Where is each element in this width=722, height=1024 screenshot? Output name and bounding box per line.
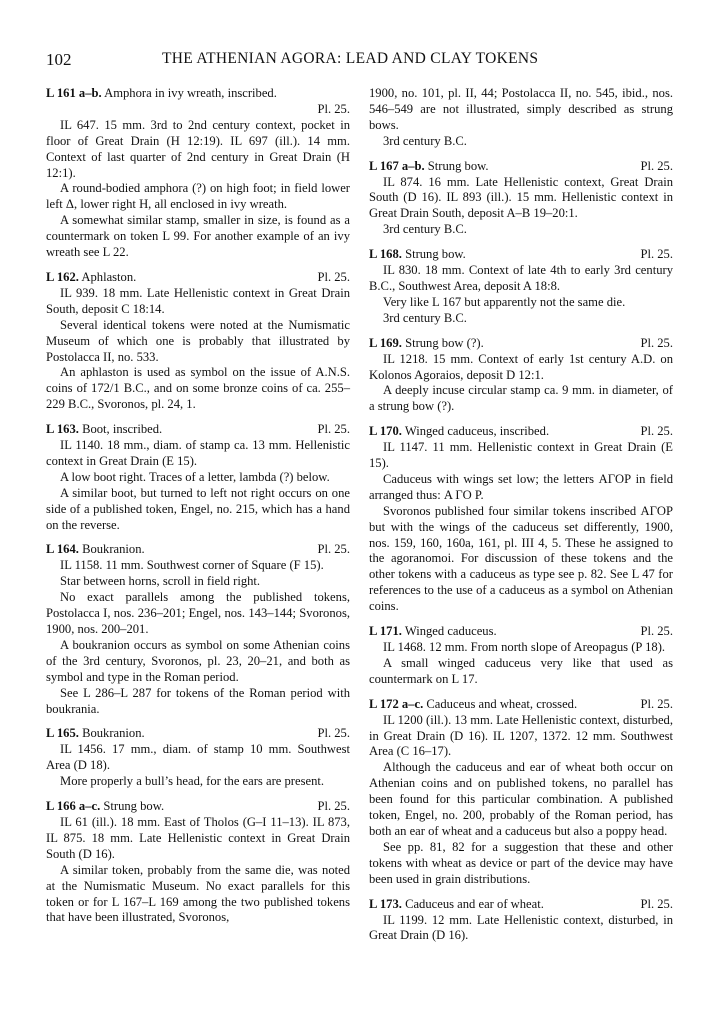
entry-heading (46, 86, 350, 102)
continued-entry (369, 86, 673, 150)
entry-paragraph: No exact parallels among the published tokens, Postolacca I, nos. 236–201; Engel, nos. 143–144; Svoronos, 1900, nos. 200–201. (46, 590, 350, 636)
right-column (369, 86, 673, 953)
entry-paragraph: A similar boot, but turned to left not right occurs on one side of a published token, Engel, no. 215, which has a hand on the reverse. (46, 485, 350, 532)
entry-paragraph: An aphlaston is used as symbol on the issue of A.N.S. coins of 172/1 B.C., and on some bronze coins of ca. 255–229 B.C., Svoronos, pl. 24, 1. (46, 365, 350, 412)
entry-title: Winged caduceus, inscribed. (404, 424, 550, 439)
entry-paragraph: Very like L 167 but apparently not the same die. (383, 294, 626, 309)
catalog-entry (46, 726, 350, 790)
entry-paragraph: A deeply incuse circular stamp ca. 9 mm. in diameter, of a strung bow (?). (369, 383, 673, 414)
catalog-entry (46, 86, 350, 261)
entry-heading (46, 542, 350, 558)
plate-reference: Pl. 25. (640, 247, 673, 262)
entry-label: L 163. (46, 422, 79, 437)
plate-reference: Pl. 25. (640, 896, 673, 911)
entry-paragraph: A small winged caduceus very like that used as countermark on L 17. (369, 655, 673, 686)
entry-title: Amphora in ivy wreath, inscribed. (104, 86, 277, 100)
entry-title: Boukranion. (82, 542, 145, 557)
entry-paragraph: IL 830. 18 mm. Context of late 4th to early 3rd century B.C., Southwest Area, deposit A 18:8. (369, 263, 673, 293)
plate-reference: Pl. 25. (640, 424, 673, 439)
plate-reference: Pl. 25. (317, 799, 350, 814)
entry-title: Caduceus and wheat, crossed. (426, 696, 578, 711)
catalog-entry (369, 336, 673, 416)
entry-label: L 172 a–c. (369, 696, 424, 711)
entry-heading (369, 624, 673, 640)
catalog-entry (369, 897, 673, 945)
entry-paragraph: See pp. 81, 82 for a suggestion that these and other tokens with wheat as device or part of the device may have been used in grain distributions. (369, 839, 673, 886)
entry-paragraph: IL 874. 16 mm. Late Hellenistic context, Great Drain South (D 16). IL 893 (ill.). 15 mm. Hellenistic context in Great Drain South, deposit A–B 19–20:1. (369, 174, 673, 221)
catalog-entry (369, 247, 673, 327)
entry-label: L 169. (369, 335, 402, 350)
entry-paragraph: See L 286–L 287 for tokens of the Roman period with boukrania. (46, 685, 350, 716)
entry-heading (46, 270, 350, 286)
entry-heading (46, 799, 350, 815)
entry-heading (369, 159, 673, 175)
catalog-entry (46, 542, 350, 717)
entry-title: Winged caduceus. (404, 624, 497, 639)
entry-label: L 168. (369, 247, 402, 262)
entry-paragraph: IL 647. 15 mm. 3rd to 2nd century context, pocket in floor of Great Drain (H 12:19). IL 697 (ill.). 14 mm. Context of last quarter of 2nd century in Great Drain (H 12:1). (46, 117, 350, 180)
entry-paragraph: A round-bodied amphora (?) on high foot; in field lower left Δ, lower right H, all enclosed in ivy wreath. (46, 181, 350, 212)
entry-paragraph: 1900, no. 101, pl. II, 44; Postolacca II, no. 545, ibid., nos. 546–549 are not illustrated, simply described as strung bows. (369, 86, 673, 132)
entry-paragraph: IL 1147. 11 mm. Hellenistic context in Great Drain (E 15). (369, 440, 673, 471)
entry-paragraph: Svoronos published four similar tokens inscribed ΑΓΟΡ but with the wings of the caduceus set differently, 1900, nos. 159, 160, 160a, 161, pl. III 4, 5. These he assigned to the agoranomoi. For discussion of these tokens and the other tokens with a caduceus as type see p. 82. See L 47 for references to the use of a caduceus as a symbol on Athenian coins. (369, 503, 673, 614)
entry-label: L 173. (369, 896, 402, 911)
plate-reference: Pl. 25. (317, 422, 350, 437)
entry-label: L 164. (46, 542, 79, 557)
page-number: 102 (46, 50, 72, 69)
catalog-entry (369, 159, 673, 239)
entry-paragraph: IL 1199. 12 mm. Late Hellenistic context, disturbed, in Great Drain (D 16). (369, 912, 673, 943)
plate-reference: Pl. 25. (640, 624, 673, 639)
catalog-entry (46, 799, 350, 926)
plate-reference: Pl. 25. (640, 696, 673, 711)
running-header (46, 50, 672, 70)
catalog-entry (369, 697, 673, 888)
entry-heading (369, 336, 673, 352)
entry-label: L 161 a–b. (46, 86, 102, 100)
entry-paragraph: 3rd century B.C. (383, 310, 467, 325)
entry-heading (46, 726, 350, 742)
entry-paragraph: A low boot right. Traces of a letter, lambda (?) below. (60, 469, 330, 484)
entry-paragraph: IL 1140. 18 mm., diam. of stamp ca. 13 mm. Hellenistic context in Great Drain (E 15). (46, 438, 350, 468)
entry-paragraph: IL 1456. 17 mm., diam. of stamp 10 mm. Southwest Area (D 18). (46, 742, 350, 773)
entry-title: Aphlaston. (81, 269, 137, 284)
entry-paragraph: 3rd century B.C. (383, 222, 467, 237)
entry-heading (46, 422, 350, 438)
plate-reference: Pl. 25. (640, 158, 673, 173)
entry-paragraph: IL 61 (ill.). 18 mm. East of Tholos (G–I 11–13). IL 873, IL 875. 18 mm. Late Hellenistic context in Great Drain South (D 16). (46, 814, 350, 861)
entry-paragraph: Several identical tokens were noted at the Numismatic Museum of which one is probably that illustrated by Postolacca II, no. 533. (46, 317, 350, 364)
entry-paragraph: IL 1158. 11 mm. Southwest corner of Square (F 15). (60, 558, 324, 573)
entry-heading (369, 247, 673, 263)
plate-reference: Pl. 25. (317, 542, 350, 557)
running-title: THE ATHENIAN AGORA: LEAD AND CLAY TOKENS (162, 50, 539, 67)
entry-paragraph: More properly a bull’s head, for the ears are present. (60, 774, 325, 789)
entry-title: Boukranion. (82, 726, 145, 741)
entry-paragraph: Although the caduceus and ear of wheat both occur on Athenian coins and on published tokens, no parallel has been found for this particular combination. A published token, Engel, no. 200, probably of the Roman period, has both an ear of wheat and a caduceus but also a poppy head. (369, 760, 673, 838)
entry-paragraph: IL 1200 (ill.). 13 mm. Late Hellenistic context, disturbed, in Great Drain (D 16). IL 1207, 1372. 12 mm. Southwest Area (C 16–17). (369, 712, 673, 759)
entry-paragraph: IL 1218. 15 mm. Context of early 1st century A.D. on Kolonos Agoraios, deposit D 12:1. (369, 351, 673, 382)
entry-paragraph: Star between horns, scroll in field right. (60, 574, 261, 589)
entry-paragraph: 3rd century B.C. (383, 133, 467, 148)
entry-title: Boot, inscribed. (82, 422, 163, 437)
entry-title: Caduceus and ear of wheat. (405, 896, 544, 911)
entry-label: L 170. (369, 424, 402, 439)
entry-heading (369, 424, 673, 440)
entry-label: L 171. (369, 624, 402, 639)
plate-reference: Pl. 25. (317, 101, 350, 116)
catalog-entry (369, 624, 673, 688)
entry-paragraph: A boukranion occurs as symbol on some Athenian coins of the 3rd century, Svoronos, pl. 23, 20–21, and both as symbol and type in the Roman period. (46, 637, 350, 684)
entry-paragraph: IL 939. 18 mm. Late Hellenistic context in Great Drain South, deposit C 18:14. (46, 285, 350, 316)
plate-reference: Pl. 25. (640, 335, 673, 350)
entry-label: L 167 a–b. (369, 158, 425, 173)
entry-heading (369, 897, 673, 913)
entry-label: L 162. (46, 269, 79, 284)
plate-reference: Pl. 25. (317, 269, 350, 284)
catalog-entry (46, 270, 350, 413)
entry-title: Strung bow. (103, 799, 165, 814)
entry-paragraph: IL 1468. 12 mm. From north slope of Areopagus (P 18). (383, 640, 666, 654)
plate-reference: Pl. 25. (317, 726, 350, 741)
entry-label: L 166 a–c. (46, 799, 101, 814)
entry-paragraph: A somewhat similar stamp, smaller in size, is found as a countermark on token L 99. For another example of an ivy wreath see L 22. (46, 213, 350, 260)
entry-title: Strung bow. (405, 247, 466, 262)
catalog-entry (369, 424, 673, 615)
catalog-entry (46, 422, 350, 533)
entry-paragraph: A similar token, probably from the same die, was noted at the Numismatic Museum. No exact parallels for this token or for L 167–L 169 among the two published tokens that have been illustrated, Svoronos, (46, 862, 350, 925)
entry-label: L 165. (46, 726, 79, 741)
left-column (46, 86, 350, 935)
entry-title: Strung bow. (427, 158, 489, 173)
entry-title: Strung bow (?). (405, 335, 484, 350)
entry-paragraph: Caduceus with wings set low; the letters ΑΓΟΡ in field arranged thus: Α ΓΟ Ρ. (369, 471, 673, 502)
entry-heading (369, 697, 673, 713)
